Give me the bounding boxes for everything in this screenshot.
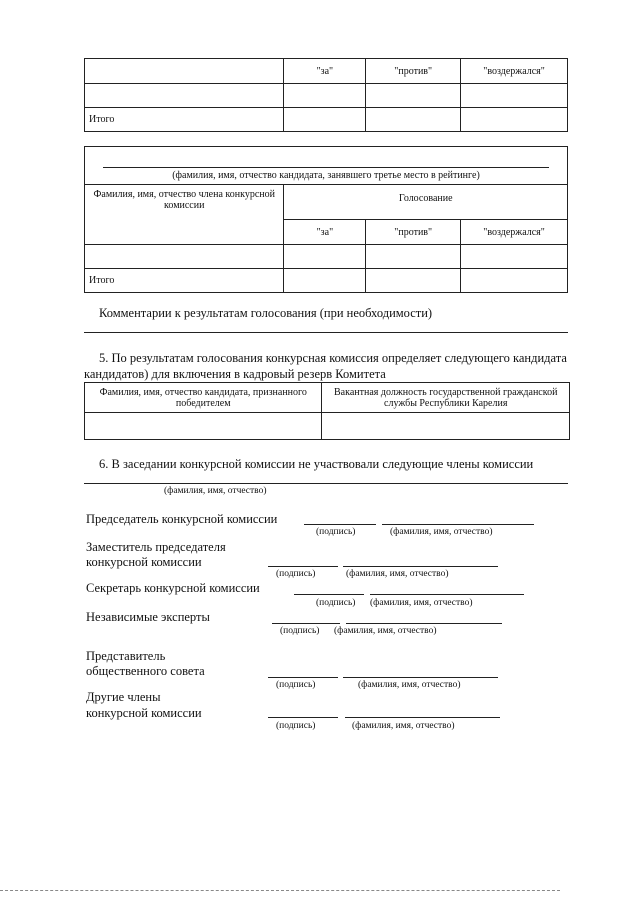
col-header-vozd: "воздержался" — [461, 220, 568, 245]
col-header-protiv: "против" — [366, 220, 461, 245]
public-label-l2: общественного совета — [86, 664, 205, 678]
deputy-fio-caption: (фамилия, имя, отчество) — [346, 569, 449, 579]
others-fio-caption: (фамилия, имя, отчество) — [352, 721, 455, 731]
position-col-header: Вакантная должность государственной гражданской службы Республики Карелия — [322, 383, 570, 413]
others-label-l1: Другие члены — [86, 690, 161, 704]
experts-fio-caption: (фамилия, имя, отчество) — [334, 626, 437, 636]
secretary-sign-caption: (подпись) — [316, 598, 356, 608]
secretary-fio-caption: (фамилия, имя, отчество) — [370, 598, 473, 608]
table-row-total — [85, 269, 568, 293]
deputy-fio-line — [343, 566, 498, 567]
secretary-sign-line — [294, 594, 364, 595]
comments-line — [84, 332, 568, 333]
deputy-label-l1: Заместитель председателя — [86, 540, 226, 554]
chair-fio-line — [382, 524, 534, 525]
deputy-sign-caption: (подпись) — [276, 569, 316, 579]
winner-col-header: Фамилия, имя, отчество кандидата, признанного победителем — [85, 383, 322, 413]
section6-text: 6. В заседании конкурсной комиссии не участвовали следующие члены комиссии — [99, 457, 534, 471]
experts-sign-line — [272, 623, 340, 624]
public-label-l1: Представитель — [86, 649, 166, 663]
public-sign-line — [268, 677, 338, 678]
chair-sign-line — [304, 524, 376, 525]
candidate-name-line — [103, 167, 549, 168]
chair-sign-caption: (подпись) — [316, 527, 356, 537]
vote-table-continuation — [84, 58, 568, 132]
vote-header: Голосование — [284, 185, 568, 220]
section5-line1: 5. По результатам голосования конкурсная комиссия определяет следующего кандидата — [99, 351, 567, 365]
table-row — [85, 413, 570, 440]
col-header-za: "за" — [284, 220, 366, 245]
experts-label: Независимые эксперты — [86, 610, 210, 624]
chair-fio-caption: (фамилия, имя, отчество) — [390, 527, 493, 537]
public-sign-caption: (подпись) — [276, 680, 316, 690]
deputy-label-l2: конкурсной комиссии — [86, 555, 202, 569]
col-header-za: "за" — [284, 59, 366, 84]
scan-edge-line — [0, 890, 560, 891]
vote-table-third-place — [84, 146, 568, 293]
total-label: Итого — [85, 108, 284, 132]
chair-label: Председатель конкурсной комиссии — [86, 512, 278, 526]
col-header-protiv: "против" — [366, 59, 461, 84]
col-header-vozd: "воздержался" — [461, 59, 568, 84]
absent-members-caption: (фамилия, имя, отчество) — [164, 486, 267, 496]
table-row — [85, 84, 568, 108]
member-cell — [85, 59, 284, 84]
public-fio-line — [343, 677, 498, 678]
experts-sign-caption: (подпись) — [280, 626, 320, 636]
total-label: Итого — [85, 269, 284, 293]
table-row-total — [85, 108, 568, 132]
experts-fio-line — [346, 623, 502, 624]
section5-line2: кандидатов) для включения в кадровый резерв Комитета — [84, 367, 386, 381]
secretary-label: Секретарь конкурсной комиссии — [86, 581, 260, 595]
others-sign-caption: (подпись) — [276, 721, 316, 731]
public-fio-caption: (фамилия, имя, отчество) — [358, 680, 461, 690]
others-label-l2: конкурсной комиссии — [86, 706, 202, 720]
others-fio-line — [345, 717, 500, 718]
winner-table — [84, 382, 570, 440]
deputy-sign-line — [268, 566, 338, 567]
absent-members-line — [84, 483, 568, 484]
secretary-fio-line — [370, 594, 524, 595]
comments-label: Комментарии к результатам голосования (при необходимости) — [99, 306, 433, 320]
member-header: Фамилия, имя, отчество члена конкурсной комиссии — [85, 185, 284, 245]
others-sign-line — [268, 717, 338, 718]
table-row — [85, 245, 568, 269]
candidate-name-cell — [85, 147, 568, 185]
candidate-name-caption: (фамилия, имя, отчество кандидата, занявшего третье место в рейтинге) — [172, 170, 480, 181]
